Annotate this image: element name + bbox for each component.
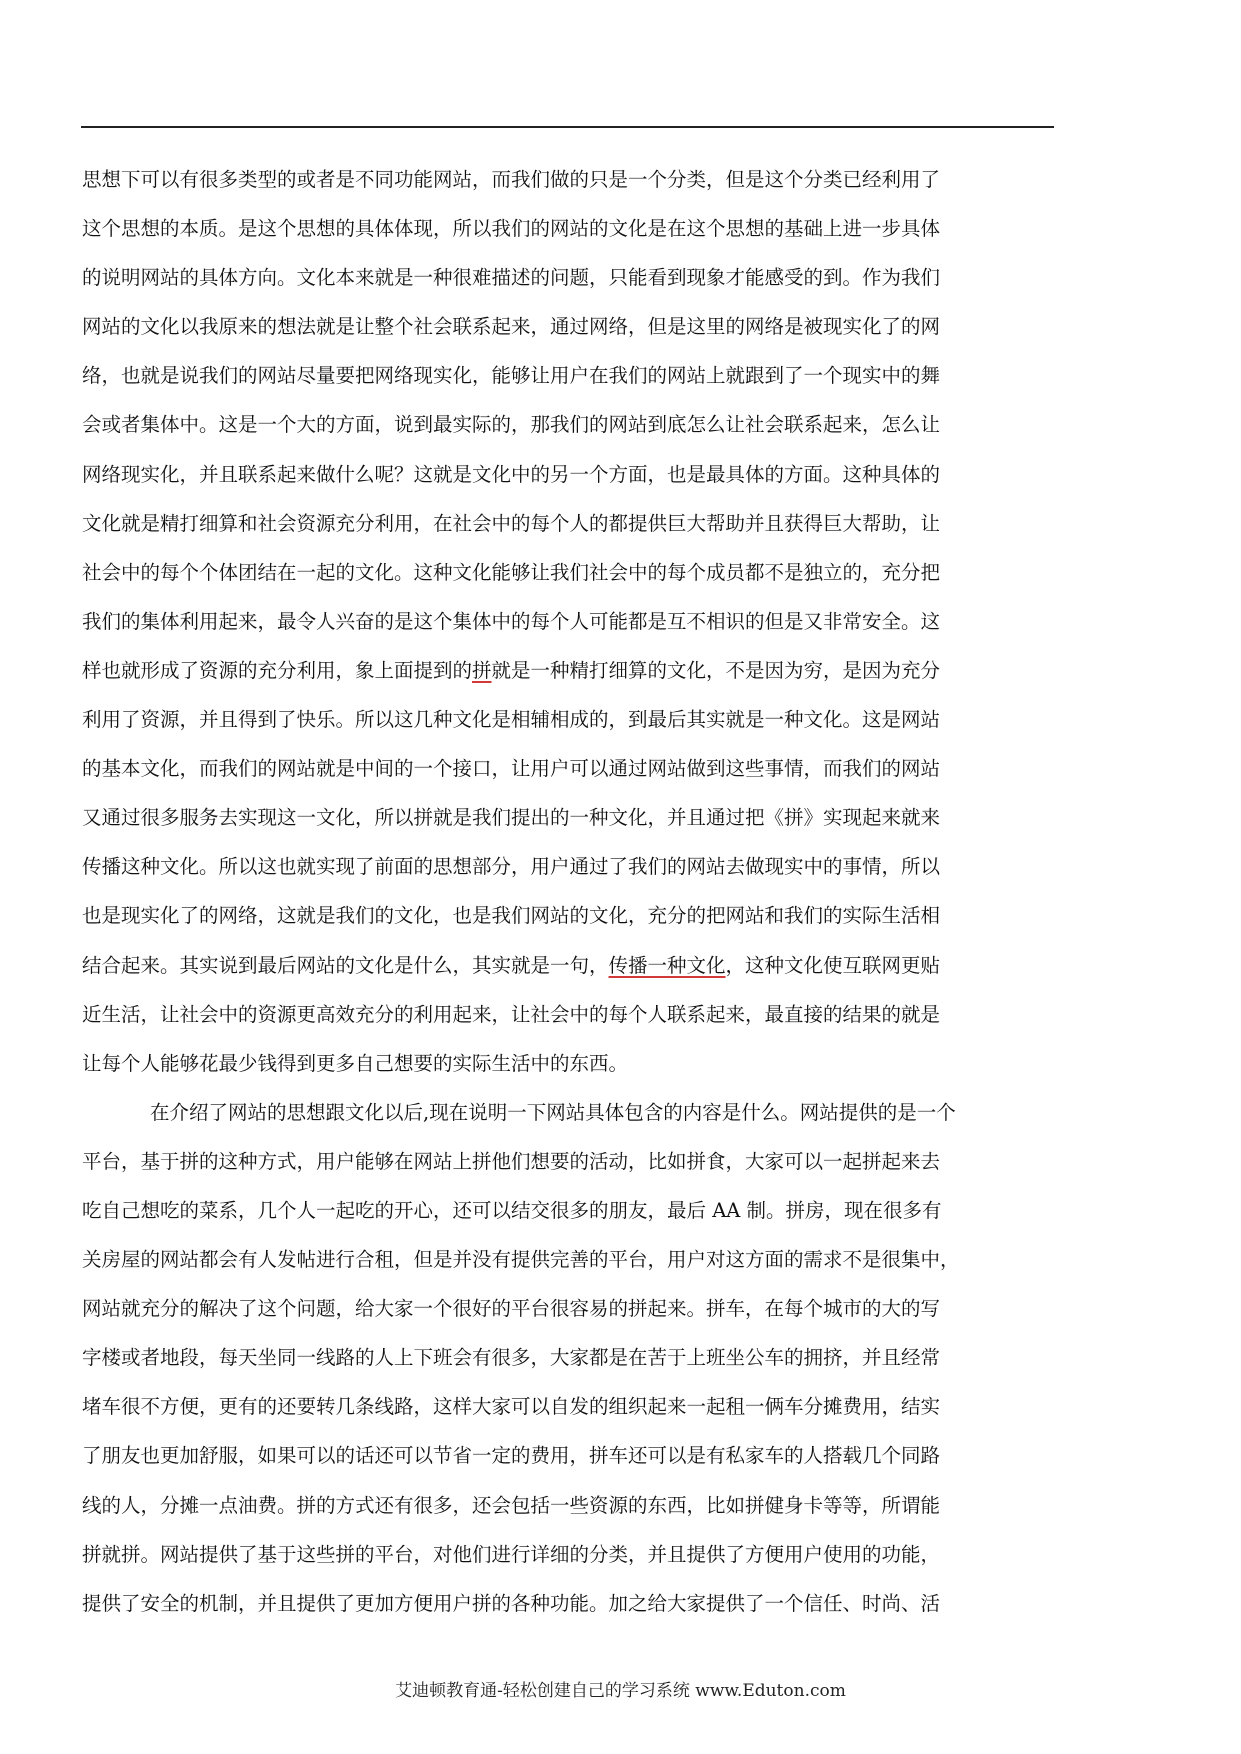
paragraph-line: 的说明网站的具体方向。文化本来就是一种很难描述的问题，只能看到现象才能感受的到。作为我们 [82,266,941,290]
paragraph-line: 社会中的每个个体团结在一起的文化。这种文化能够让我们社会中的每个成员都不是独立的，充分把 [82,560,941,584]
paragraph-line: 字楼或者地段，每天坐同一线路的人上下班会有很多，大家都是在苦于上班坐公车的拥挤，并且经常 [82,1346,941,1370]
paragraph-line: 吃自己想吃的菜系，几个人一起吃的开心，还可以结交很多的朋友，最后 AA 制。拼房，现在很多有 [82,1198,942,1222]
paragraph-line: 平台，基于拼的这种方式，用户能够在网站上拼他们想要的活动，比如拼食，大家可以一起拼起来去 [82,1149,941,1173]
paragraph-line [82,941,1072,990]
paragraph-line: 提供了安全的机制，并且提供了更加方便用户拼的各种功能。加之给大家提供了一个信任、时尚、活 [82,1591,941,1615]
line-text: ，这种文化使互联网更贴 [725,953,941,977]
paragraph-line: 了朋友也更加舒服，如果可以的话还可以节省一定的费用，拼车还可以是有私家车的人搭载几个同路 [82,1444,941,1468]
line-text: 样也就形成了资源的充分利用，象上面提到的 [82,658,473,682]
paragraph-line: 网站的文化以我原来的想法就是让整个社会联系起来，通过网络，但是这里的网络是被现实化了的网 [82,315,941,339]
line-text: 就是一种精打细算的文化，不是因为穷，是因为充分 [491,658,941,682]
document-body [82,155,1072,1628]
paragraph-line: 传播这种文化。所以这也就实现了前面的思想部分，用户通过了我们的网站去做现实中的事情，所以 [82,855,941,879]
paragraph-line [82,646,1072,695]
paragraph-line: 关房屋的网站都会有人发帖进行合租，但是并没有提供完善的平台，用户对这方面的需求不是很集中， [82,1248,960,1272]
paragraph-line: 堵车很不方便，更有的还要转几条线路，这样大家可以自发的组织起来一起租一俩车分摊费用，结实 [82,1395,941,1419]
paragraph-line: 也是现实化了的网络，这就是我们的文化，也是我们网站的文化，充分的把网站和我们的实际生活相 [82,904,941,928]
paragraph-2 [82,1088,1072,1628]
header-rule [81,126,1054,128]
paragraph-1 [82,155,1072,1088]
paragraph-line: 网络现实化，并且联系起来做什么呢？这就是文化中的另一个方面，也是最具体的方面。这种具体的 [82,462,941,486]
paragraph-line: 我们的集体利用起来，最令人兴奋的是这个集体中的每个人可能都是互不相识的但是又非常安全。这 [82,609,941,633]
paragraph-line: 近生活，让社会中的资源更高效充分的利用起来，让社会中的每个人联系起来，最直接的结果的就是 [82,1002,941,1026]
marked-word: 拼 [472,658,492,682]
marked-phrase: 传播一种文化 [608,953,726,977]
paragraph-line: 又通过很多服务去实现这一文化，所以拼就是我们提出的一种文化，并且通过把《拼》实现起来就来 [82,806,941,830]
paragraph-line: 拼就拼。网站提供了基于这些拼的平台，对他们进行详细的分类，并且提供了方便用户使用的功能， [82,1542,941,1566]
line-text: 结合起来。其实说到最后网站的文化是什么，其实就是一句， [82,953,609,977]
paragraph-line: 络，也就是说我们的网站尽量要把网络现实化，能够让用户在我们的网站上就跟到了一个现实中的舞 [82,364,941,388]
page-footer: 艾迪顿教育通-轻松创建自己的学习系统 www.Eduton.com [395,1681,846,1701]
paragraph-line: 文化就是精打细算和社会资源充分利用，在社会中的每个人的都提供巨大帮助并且获得巨大帮助，让 [82,511,941,535]
paragraph-line: 这个思想的本质。是这个思想的具体体现，所以我们的网站的文化是在这个思想的基础上进一步具体 [82,217,941,241]
paragraph-line: 网站就充分的解决了这个问题，给大家一个很好的平台很容易的拼起来。拼车，在每个城市的大的写 [82,1297,941,1321]
paragraph-line: 线的人，分摊一点油费。拼的方式还有很多，还会包括一些资源的东西，比如拼健身卡等等，所谓能 [82,1493,941,1517]
paragraph-line: 思想下可以有很多类型的或者是不同功能网站，而我们做的只是一个分类，但是这个分类已经利用了 [82,168,941,191]
paragraph-line: 会或者集体中。这是一个大的方面，说到最实际的，那我们的网站到底怎么让社会联系起来，怎么让 [82,413,941,437]
paragraph-line: 让每个人能够花最少钱得到更多自己想要的实际生活中的东西。 [82,1051,629,1075]
paragraph-line: 利用了资源，并且得到了快乐。所以这几种文化是相辅相成的，到最后其实就是一种文化。这是网站 [82,708,941,732]
paragraph-line: 的基本文化，而我们的网站就是中间的一个接口，让用户可以通过网站做到这些事情，而我们的网站 [82,757,941,781]
paragraph-line: 在介绍了网站的思想跟文化以后,现在说明一下网站具体包含的内容是什么。网站提供的是一个 [150,1100,956,1124]
